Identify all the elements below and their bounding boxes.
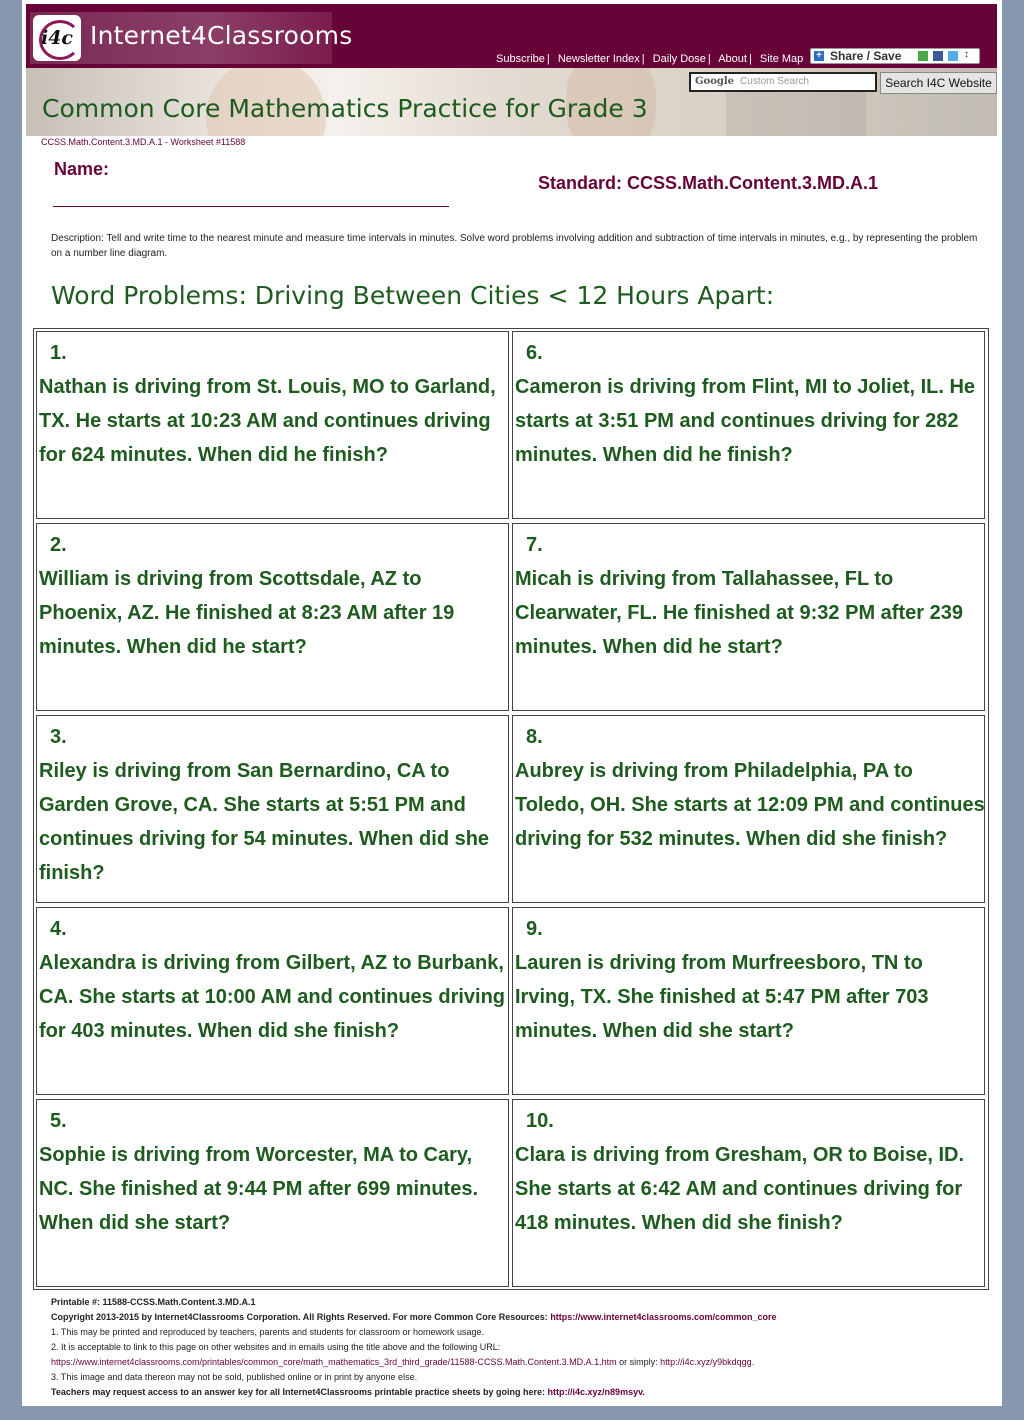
problem-text: Aubrey is driving from Philadelphia, PA to Toledo, OH. She starts at 12:09 PM and continues driving for 532 minutes. When did she finish? (515, 760, 985, 850)
nav-daily-dose[interactable]: Daily Dose (652, 53, 706, 65)
page-title: Common Core Mathematics Practice for Grade 3 (42, 94, 648, 123)
share-label: Share / Save (830, 49, 902, 63)
problem-number: 3. (50, 726, 67, 748)
footer (51, 1295, 991, 1400)
problem-cell (36, 715, 509, 903)
problem-number: 5. (50, 1110, 67, 1132)
problem-number: 9. (526, 918, 543, 940)
facebook-icon (933, 51, 943, 61)
problem-cell (36, 907, 509, 1095)
problem-text: William is driving from Scottsdale, AZ to Phoenix, AZ. He finished at 8:23 AM after 19 minutes. When did he start? (39, 568, 455, 658)
problem-text: Nathan is driving from St. Louis, MO to Garland, TX. He starts at 10:23 AM and continues driving for 624 minutes. When did he finish? (39, 376, 496, 466)
problem-text: Riley is driving from San Bernardino, CA to Garden Grove, CA. She starts at 5:51 PM and continues driving for 54 minutes. When did she finish? (39, 760, 490, 884)
problem-text: Lauren is driving from Murfreesboro, TN to Irving, TX. She finished at 5:47 PM after 703 minutes. When did she start? (515, 952, 929, 1042)
problem-text: Clara is driving from Gresham, OR to Boise, ID. She starts at 6:42 AM and continues driving for 418 minutes. When did she finish? (515, 1144, 964, 1234)
problem-number: 2. (50, 534, 67, 556)
search-placeholder: Custom Search (740, 76, 809, 87)
top-navigation: Subscribe | Newsletter Index | Daily Dose | About | Site Map (496, 53, 804, 65)
problem-number: 6. (526, 342, 543, 364)
name-label: Name: (54, 159, 110, 179)
nav-subscribe[interactable]: Subscribe (496, 53, 545, 65)
page (22, 0, 1002, 1406)
usage-note-3: 3. This image and data thereon may not be sold, published online or in print by anyone else. (51, 1372, 418, 1382)
problem-number: 10. (526, 1110, 554, 1132)
site-logo[interactable] (30, 12, 353, 64)
problem-cell (512, 523, 985, 711)
answer-key-link[interactable]: http://i4c.xyz/n89msyv. (547, 1387, 645, 1397)
name-line (53, 206, 449, 207)
twitter-icon (948, 51, 958, 61)
problem-text: Cameron is driving from Flint, MI to Joliet, IL. He starts at 3:51 PM and continues driving for 282 minutes. When did he finish? (515, 376, 976, 466)
usage-note-1: 1. This may be printed and reproduced by teachers, parents and students for classroom or homework usage. (51, 1327, 485, 1337)
nav-about[interactable]: About (718, 53, 747, 65)
nav-newsletter-index[interactable]: Newsletter Index (557, 53, 640, 65)
common-core-link[interactable]: https://www.internet4classrooms.com/common_core (550, 1312, 777, 1322)
problem-grid (33, 328, 989, 1290)
problem-cell (36, 331, 509, 519)
problem-cell (36, 1099, 509, 1287)
problem-text: Alexandra is driving from Gilbert, AZ to Burbank, CA. She starts at 10:00 AM and continues driving for 403 minutes. When did she finish? (39, 952, 506, 1042)
usage-note-2: 2. It is acceptable to link to this page on other websites and in emails using the title above and the following URL: (51, 1342, 501, 1352)
email-share-icon (918, 51, 928, 61)
logo-text: Internet4Classrooms (90, 21, 353, 50)
teachers-note: Teachers may request access to an answer key for all Internet4Classrooms printable practice sheets by going here: (51, 1387, 546, 1397)
problem-number: 7. (526, 534, 543, 556)
description: Description: Tell and write time to the nearest minute and measure time intervals in minutes. Solve word problems involving addition and subtraction of time intervals in minutes, e.g., by representing the problem on a number line diagram. (51, 233, 978, 259)
site-header (26, 4, 997, 68)
search-button[interactable]: Search I4C Website (880, 72, 997, 94)
problem-number: 4. (50, 918, 67, 940)
problem-text: Sophie is driving from Worcester, MA to Cary, NC. She finished at 9:44 PM after 699 minutes. When did she start? (39, 1144, 479, 1234)
copyright-text: Copyright 2013-2015 by Internet4Classrooms Corporation. All Rights Reserved. For more Common Core Resources: (51, 1312, 548, 1322)
i4c-logo-icon (33, 15, 81, 61)
share-save-button[interactable] (810, 48, 980, 64)
problem-cell (512, 715, 985, 903)
plus-icon: + (814, 51, 824, 61)
or-simply-text: or simply: (619, 1357, 658, 1367)
problem-text: Micah is driving from Tallahassee, FL to Clearwater, FL. He finished at 9:32 PM after 239 minutes. When did he start? (515, 568, 963, 658)
problem-cell (512, 331, 985, 519)
chevron-updown-icon: ↕ (964, 49, 969, 60)
short-url-link[interactable]: http://i4c.xyz/y9bkdqgg. (660, 1357, 755, 1367)
problem-number: 8. (526, 726, 543, 748)
search-input[interactable] (689, 72, 877, 92)
standard-label: Standard: CCSS.Math.Content.3.MD.A.1 (538, 173, 879, 193)
problem-cell (512, 1099, 985, 1287)
printable-number: Printable #: 11588-CCSS.Math.Content.3.MD.A.1 (51, 1297, 256, 1307)
problem-cell (36, 523, 509, 711)
nav-site-map[interactable]: Site Map (759, 53, 804, 65)
logo-badge-text: i4c (40, 27, 73, 49)
google-logo: Google (695, 76, 735, 87)
worksheet-code: CCSS.Math.Content.3.MD.A.1 - Worksheet #11588 (41, 137, 246, 147)
worksheet-url-link[interactable]: https://www.internet4classrooms.com/printables/common_core/math_mathematics_3rd_third_grade/11588-CCSS.Math.Content.3.MD.A.1.htm (51, 1357, 617, 1367)
section-title: Word Problems: Driving Between Cities < 12 Hours Apart: (51, 281, 775, 310)
problem-number: 1. (50, 342, 67, 364)
problem-cell (512, 907, 985, 1095)
